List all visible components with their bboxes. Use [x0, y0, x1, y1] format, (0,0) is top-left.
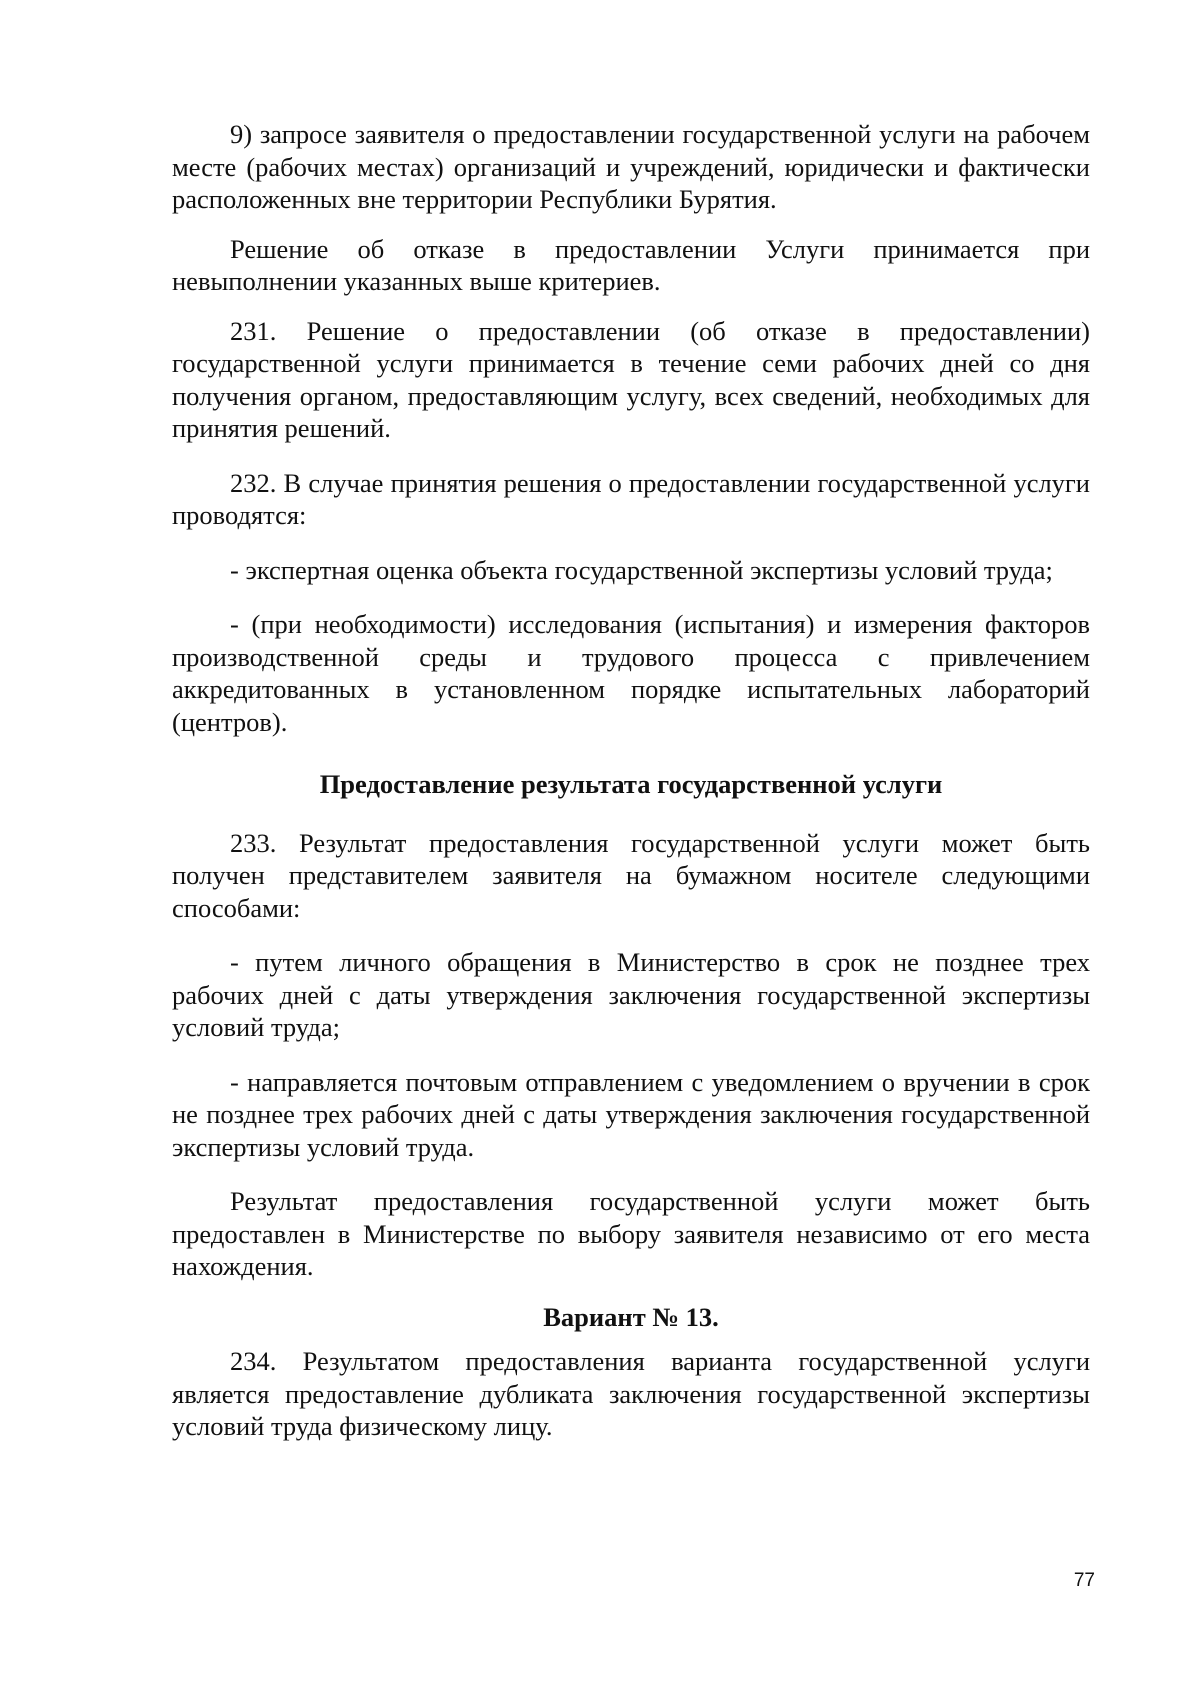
section-heading-result: Предоставление результата государственной услуги [319, 769, 943, 799]
paragraph-result-location: Результат предоставления государственной услуги может быть предоставлен в Министерстве по выбору заявителя независимо от его места нахождения. [172, 1186, 1090, 1281]
bullet-expert-assessment: - экспертная оценка объекта государственной экспертизы условий труда; [230, 554, 1053, 585]
section-heading-variant-13: Вариант № 13. [543, 1301, 719, 1332]
bullet-research-measurements: - (при необходимости) исследования (испытания) и измерения факторов производственной среды и трудового процесса с привлечением аккредитованных в установленном порядке испытательных лабораторий (центров). [172, 609, 1090, 737]
page-content [172, 118, 1090, 1443]
bullet-personal-visit: - путем личного обращения в Министерство в срок не позднее трех рабочих дней с даты утверждения заключения государственной экспертизы условий труда; [172, 947, 1090, 1042]
paragraph-234: 234. Результатом предоставления варианта государственной услуги является предоставление дубликата заключения государственной экспертизы условий труда физическому лицу. [172, 1346, 1090, 1441]
paragraph-item-9: 9) запросе заявителя о предоставлении государственной услуги на рабочем месте (рабочих местах) организаций и учреждений, юридически и фактически расположенных вне территории Республики Бурятия. [172, 119, 1090, 214]
page-number: 77 [1073, 1570, 1095, 1591]
paragraph-233: 233. Результат предоставления государственной услуги может быть получен представителем заявителя на бумажном носителе следующими способами: [172, 827, 1090, 923]
paragraph-refusal-decision: Решение об отказе в предоставлении Услуги принимается при невыполнении указанных выше критериев. [172, 233, 1090, 296]
paragraph-231: 231. Решение о предоставлении (об отказе в предоставлении) государственной услуги принимается в течение семи рабочих дней со дня получения органом, предоставляющим услугу, всех сведений, необходимых для принятия решений. [172, 315, 1090, 443]
paragraph-232: 232. В случае принятия решения о предоставлении государственной услуги проводятся: [172, 467, 1090, 530]
bullet-postal-delivery: - направляется почтовым отправлением с уведомлением о вручении в срок не позднее трех рабочих дней с даты утверждения заключения государственной экспертизы условий труда. [172, 1066, 1090, 1162]
